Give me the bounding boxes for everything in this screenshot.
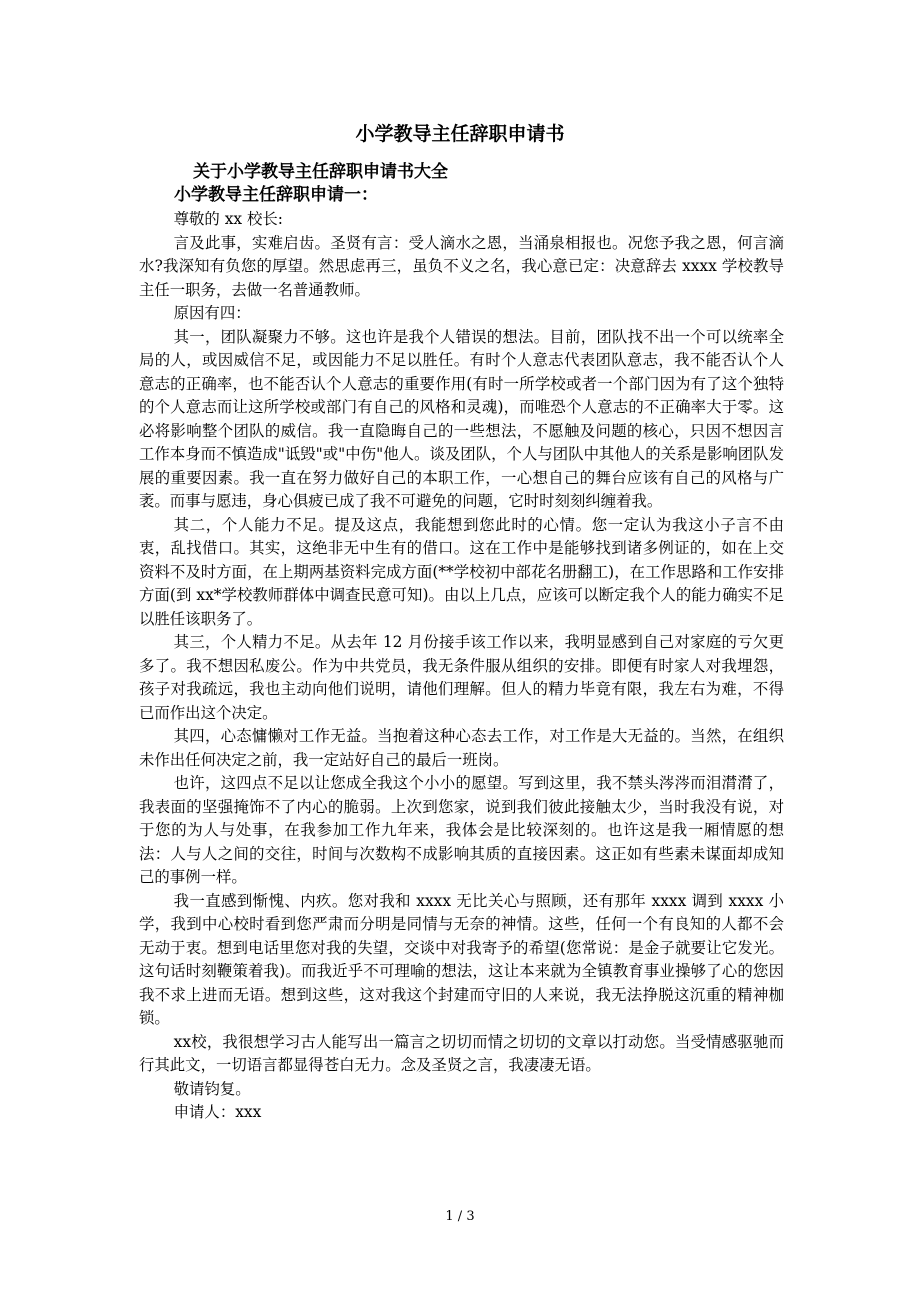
section-heading: 小学教导主任辞职申请一： <box>174 185 378 205</box>
paragraph-closing: xx校，我很想学习古人能写出一篇言之切切而情之切切的文章以打动您。当受情感驱驰而行其此文，一切语言都显得苍白无力。念及圣贤之言，我凄凄无语。 <box>139 1032 784 1074</box>
salutation: 尊敬的 xx 校长: <box>173 210 283 228</box>
document-subtitle: 关于小学教导主任辞职申请书大全 <box>193 162 448 182</box>
paragraph-reason-4: 其四，心态慵懒对工作无益。当抱着这种心态去工作，对工作是大无益的。当然，在组织未作出任何决定之前，我一定站好自己的最后一班岗。 <box>139 727 784 769</box>
paragraph-reasons-heading: 原因有四： <box>173 304 251 322</box>
paragraph-reason-3: 其三，个人精力不足。从去年 12 月份接手该工作以来，我明显感到自己对家庭的亏欠更多了。我不想因私废公。作为中共党员，我无条件服从组织的安排。即便有时家人对我埋怨，孩子对我疏远，我也主动向他们说明，请他们理解。但人的精力毕竟有限，我左右为难，不得已而作出这个决定。 <box>139 633 784 722</box>
paragraph-gratitude: 我一直感到惭愧、内疚。您对我和 xxxx 无比关心与照顾，还有那年 xxxx 调到 xxxx 小学，我到中心校时看到您严肃而分明是同情与无奈的神情。这些，任何一个有良知的人都不会无动于衷。想到电话里您对我的失望，交谈中对我寄予的希望(您常说：是金子就要让它发光。这句话时刻鞭策着我)。而我近乎不可理喻的想法，这让本来就为全镇教育事业操够了心的您因我不求上进而无语。想到这些，这对我这个封建而守旧的人来说，我无法挣脱这沉重的精神枷锁。 <box>139 891 784 1027</box>
paragraph-request-reply: 敬请钧复。 <box>173 1079 251 1098</box>
paragraph-reason-1: 其一，团队凝聚力不够。这也许是我个人错误的想法。目前，团队找不出一个可以统率全局的人，或因威信不足，或因能力不足以胜任。有时个人意志代表团队意志，我不能否认个人意志的正确率，也不能否认个人意志的重要作用(有时一所学校或者一个部门因为有了这个独特的个人意志而让这所学校或部门有自己的风格和灵魂)，而唯恐个人意志的不正确率大于零。这必将影响整个团队的威信。我一直隐晦自己的一些想法，不愿触及问题的核心，只因不想因言工作本身而不慎造成"诋毁"或"中伤"他人。谈及团队，个人与团队中其他人的关系是影响团队发展的重要因素。我一直在努力做好自己的本职工作，一心想自己的舞台应该有自己的风格与广袤。而事与愿违，身心俱疲已成了我不可避免的问题，它时时刻刻纠缠着我。 <box>139 327 784 510</box>
paragraph-reason-2: 其二，个人能力不足。提及这点，我能想到您此时的心情。您一定认为我这小子言不由衷，乱找借口。其实，这绝非无中生有的借口。这在工作中是能够找到诸多例证的，如在上交资料不及时方面，在上期两基资料完成方面(**学校初中部花名册翻工)，在工作思路和工作安排方面(到 xx*学校教师群体中调查民意可知)。由以上几点，应该可以断定我个人的能力确实不足以胜任该职务了。 <box>139 515 784 628</box>
document-title: 小学教导主任辞职申请书 <box>355 123 565 145</box>
letter-body <box>139 208 784 1125</box>
page-number: 1 / 3 <box>445 1209 475 1224</box>
signature-line: 申请人：xxx <box>173 1103 262 1121</box>
paragraph-reflection: 也许，这四点不足以让您成全我这个小小的愿望。写到这里，我不禁头涔涔而泪潸潸了，我表面的坚强掩饰不了内心的脆弱。上次到您家，说到我们彼此接触太少，当时我没有说，对于您的为人与处事，在我参加工作九年来，我体会是比较深刻的。也许这是我一厢情愿的想法：人与人之间的交往，时间与次数构不成影响其质的直接因素。这正如有些素未谋面却成知己的事例一样。 <box>139 774 784 886</box>
paragraph-intro: 言及此事，实难启齿。圣贤有言：受人滴水之恩，当涌泉相报也。况您予我之恩，何言滴水?我深知有负您的厚望。然思虑再三，虽负不义之名，我心意已定：决意辞去 xxxx 学校教导主任一职务，去做一名普通教师。 <box>139 233 784 299</box>
